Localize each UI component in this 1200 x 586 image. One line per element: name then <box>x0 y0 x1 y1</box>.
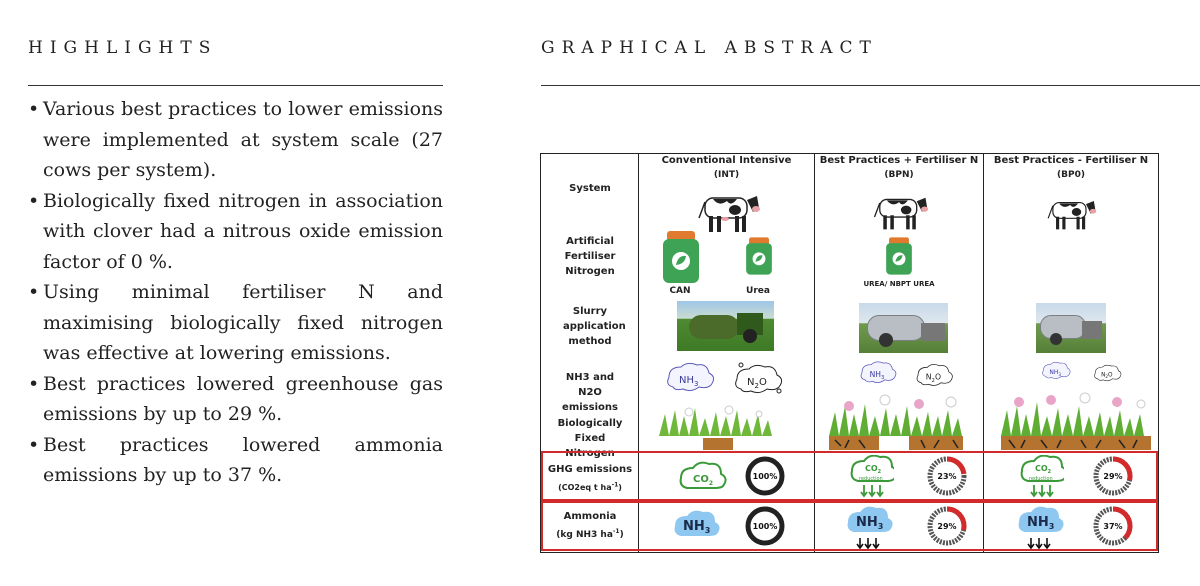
row-label-ghg: GHG emissions (CO2eq t $ha^{-1}$) <box>547 464 633 492</box>
graphical-abstract-heading: GRAPHICAL ABSTRACT <box>541 38 878 58</box>
highlight-item: • Best practices lowered greenhouse gas emissions by up to 29 %. <box>28 369 443 430</box>
trailing-shoe-photo <box>1036 303 1106 353</box>
svg-text:N2O: $N_2O$ <box>925 372 942 384</box>
grass-icon <box>659 402 779 450</box>
n2o-gas-icon <box>915 361 955 389</box>
ring-percent-label: 29% <box>937 522 957 531</box>
graphical-abstract-rule <box>541 85 1200 86</box>
fertiliser-label-urea-nbpt: UREA/ NBPT UREA <box>863 280 935 288</box>
clover-grass-icon <box>829 392 973 450</box>
svg-text:CO2: $CO_2$ <box>865 464 882 475</box>
row-label-fertiliser: Artificial Fertiliser Nitrogen <box>564 236 616 277</box>
fertiliser-bag-icon <box>744 236 774 276</box>
column-header-bpn: Best Practices + Fertiliser N (BPN) <box>819 155 979 180</box>
fertiliser-label-can: CAN <box>669 286 691 296</box>
highlight-item: • Using minimal fertiliser N and maximising biologically fixed nitrogen was effective at lowering emissions. <box>28 277 443 369</box>
ring-percent-label: 37% <box>1103 522 1123 531</box>
fertiliser-label-urea: Urea <box>746 286 770 296</box>
ghg-percent-ring <box>1092 455 1134 497</box>
fertiliser-bag-icon <box>661 229 701 285</box>
svg-text:N2O: $N_2O$ <box>747 377 767 390</box>
co2-cloud-icon <box>679 458 727 492</box>
svg-text:N2O: $N_2O$ <box>1101 372 1113 380</box>
n2o-gas-icon <box>733 361 785 397</box>
ring-percent-label: 23% <box>937 472 957 481</box>
highlight-item: • Biologically fixed nitrogen in association with clover had a nitrous oxide emission factor of 0 %. <box>28 186 443 278</box>
highlights-heading: HIGHLIGHTS <box>28 38 218 58</box>
highlights-rule <box>28 85 443 86</box>
row-label-bfn: Biologically Fixed Nitrogen <box>557 418 623 459</box>
row-label-ammonia: Ammonia (kg NH3 $ha^{-1}$) <box>556 511 624 540</box>
nh3-gas-icon <box>1041 360 1071 382</box>
highlights-list <box>28 94 443 491</box>
highlight-item: • Best practices lowered ammonia emissions by up to 37 %. <box>28 430 443 491</box>
graphical-abstract-figure <box>540 153 1159 553</box>
svg-text:NH3: $NH_3$ <box>683 519 711 535</box>
nh3-reduction-icon <box>846 504 894 550</box>
svg-text:NH3: $NH_3$ <box>1049 369 1062 377</box>
svg-text:CO2: $CO_2$ <box>1035 464 1052 475</box>
column-header-int: Conventional Intensive (INT) <box>661 155 792 180</box>
svg-text:NH3: $NH_3$ <box>869 369 885 382</box>
ring-percent-label: 29% <box>1103 472 1123 481</box>
co2-reduction-icon <box>850 455 894 499</box>
cow-icon <box>871 188 929 232</box>
svg-text:reduction: reduction <box>1029 476 1053 482</box>
clover-grass-icon <box>1001 390 1153 450</box>
svg-text:NH3: $NH_3$ <box>1027 515 1055 531</box>
svg-text:NH3: $NH_3$ <box>856 515 884 531</box>
highlight-item: • Various best practices to lower emissions were implemented at system scale (27 cows per system). <box>28 94 443 186</box>
ring-percent-label: 100% <box>752 472 778 481</box>
nh3-gas-icon <box>859 360 897 386</box>
ammonia-percent-ring <box>1092 505 1134 547</box>
ghg-percent-ring <box>926 455 968 497</box>
svg-text:reduction: reduction <box>859 476 883 482</box>
svg-text:CO2: $CO_2$ <box>693 474 714 487</box>
row-label-slurry: Slurry application method <box>563 306 626 347</box>
row-label-system: System <box>569 183 611 194</box>
ammonia-percent-ring <box>744 505 786 547</box>
nh3-cloud-icon <box>673 506 721 540</box>
svg-text:NH3: $NH_3$ <box>679 375 699 388</box>
cow-icon <box>1045 192 1097 232</box>
cow-icon <box>695 186 761 234</box>
ghg-percent-ring <box>744 455 786 497</box>
ammonia-percent-ring <box>926 505 968 547</box>
nh3-gas-icon <box>665 361 715 395</box>
co2-reduction-icon <box>1020 455 1064 499</box>
ring-percent-label: 100% <box>752 522 778 531</box>
column-header-bp0: Best Practices - Fertiliser N (BP0) <box>993 155 1149 180</box>
trailing-shoe-photo <box>859 303 948 353</box>
fertiliser-bag-icon <box>884 236 914 276</box>
n2o-gas-icon <box>1093 362 1123 384</box>
nh3-reduction-icon <box>1017 504 1065 550</box>
slurry-tanker-photo <box>677 301 774 351</box>
row-label-emissions: NH3 and N2O emissions <box>562 372 618 413</box>
